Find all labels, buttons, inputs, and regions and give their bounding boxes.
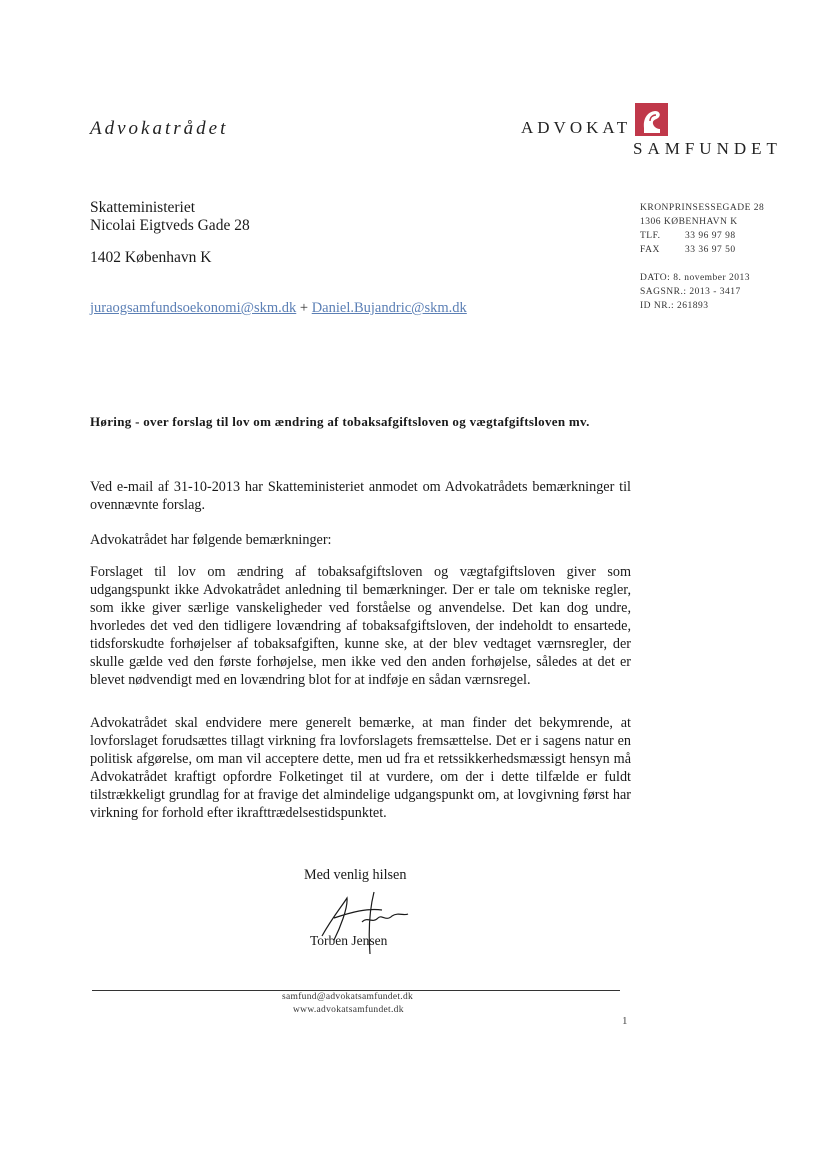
logo-text-samfundet: SAMFUNDET — [633, 139, 782, 158]
id-row — [640, 299, 750, 313]
footer-website[interactable]: www.advokatsamfundet.dk — [293, 1005, 404, 1015]
sender-address — [640, 201, 764, 257]
case-label: SAGSNR.: — [640, 287, 687, 297]
advokatsamfundet-logo-icon — [635, 103, 668, 136]
body-paragraph-3: Forslaget til lov om ændring af tobaksafgiftsloven og vægtafgiftsloven giver som udgangspunkt ikke Advokatrådet anledning til bemærkninger. Der er tale om tekniske regler, som ikke giver særlige vanskeligheder ved forståelse og anvendelse. Det kan dog undre, hvorledes det ved den tidligere lovændring af tobaksafgiftsloven, der indeholdt to ensartede, tidsforskudte forhøjelser af tobaksafgiften, kunne ske, at der blev vedtaget værnsregler, der skulle gælde ved den første forhøjelse, men ikke ved den anden forhøjelse, således at det er blevet nødvendigt med en lovændring blot for at indføje en sådan værnsregel. — [90, 564, 631, 688]
sender-city: 1306 KØBENHAVN K — [640, 217, 738, 227]
case-value: 2013 - 3417 — [689, 287, 741, 297]
fax-value: 33 36 97 50 — [685, 245, 736, 255]
letter-metadata — [640, 271, 750, 313]
email-link-jura[interactable]: juraogsamfundsoekonomi@skm.dk — [90, 300, 297, 316]
footer-email[interactable]: samfund@advokatsamfundet.dk — [282, 992, 414, 1002]
recipient-city: 1402 København K — [90, 249, 212, 266]
recipient-street: Nicolai Eigtveds Gade 28 — [90, 217, 250, 234]
phone-value: 33 96 97 98 — [685, 231, 736, 241]
closing-greeting: Med venlig hilsen — [304, 867, 407, 883]
recipient-emails — [90, 300, 467, 317]
sender-fax-row — [640, 243, 764, 257]
id-label: ID NR.: — [640, 301, 675, 311]
sender-phone-row — [640, 229, 764, 243]
body-paragraph-1: Ved e-mail af 31-10-2013 har Skatteministeriet anmodet om Advokatrådets bemærkninger til ovennævnte forslag. — [90, 479, 631, 513]
date-label: DATO: — [640, 273, 671, 283]
phone-label: TLF. — [640, 231, 661, 241]
letter-subject: Høring - over forslag til lov om ændring af tobaksafgiftsloven og vægtafgiftsloven mv. — [90, 414, 590, 429]
signer-name: Torben Jensen — [310, 933, 388, 948]
footer-divider — [92, 990, 620, 991]
recipient-address — [90, 199, 250, 235]
recipient-name: Skatteministeriet — [90, 199, 196, 216]
email-link-daniel[interactable]: Daniel.Bujandric@skm.dk — [311, 300, 467, 316]
date-row — [640, 271, 750, 285]
body-paragraph-4: Advokatrådet skal endvidere mere generelt bemærke, at man finder det bekymrende, at lovforslaget forudsættes tillagt virkning fra lovforslagets fremsættelse. Det er i sagens natur en politisk afgørelse, om man vil acceptere dette, men ud fra et retssikkerhedsmæssigt hensyn må Advokatrådet kraftigt opfordre Folketinget til at vurdere, om der i dette tilfælde er fuldt tilstrækkeligt grundlag for at fravige det almindelige udgangspunkt om, at lovgivning først har virkning for forhold efter ikrafttrædelsestidspunktet. — [90, 715, 631, 821]
body-paragraph-2: Advokatrådet har følgende bemærkninger: — [90, 532, 332, 548]
case-row — [640, 285, 750, 299]
logo-text-advokat: ADVOKAT — [521, 118, 632, 137]
advokatraadet-title: Advokatrådet — [90, 118, 229, 139]
sender-street: KRONPRINSESSEGADE 28 — [640, 203, 765, 213]
date-value: 8. november 2013 — [673, 273, 751, 283]
fax-label: FAX — [640, 245, 660, 255]
id-value: 261893 — [677, 301, 709, 311]
email-separator: + — [299, 300, 309, 316]
page-number: 1 — [622, 1015, 628, 1027]
